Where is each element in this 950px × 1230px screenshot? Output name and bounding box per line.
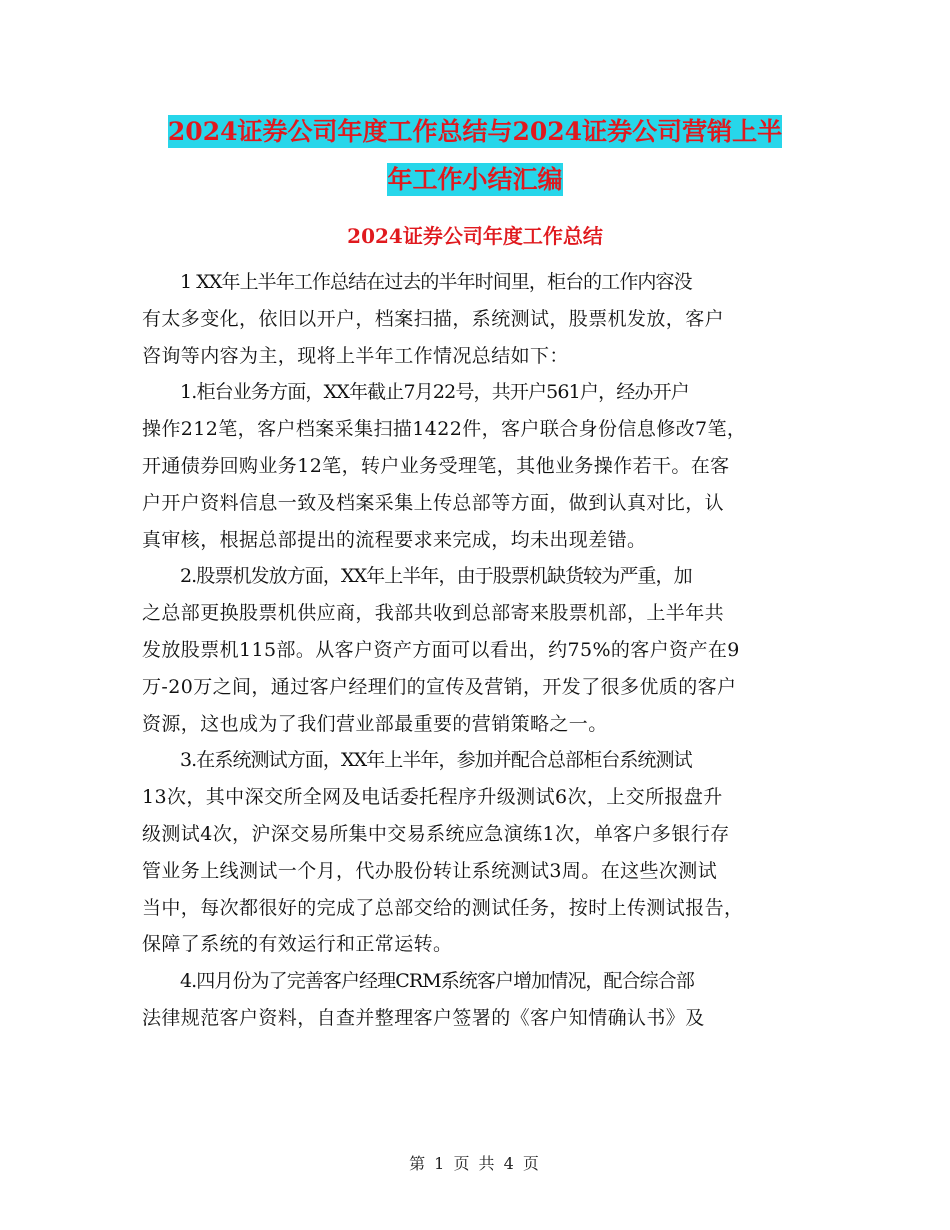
paragraph-stock-machine	[142, 558, 810, 742]
text-line: 3.在系统测试方面，XX年上半年，参加并配合总部柜台系统测试	[180, 749, 692, 772]
document-title	[0, 108, 950, 204]
document-body	[142, 264, 810, 1037]
text-line: 1 XX年上半年工作总结在过去的半年时间里，柜台的工作内容没	[180, 271, 692, 293]
section-heading: 2024证券公司年度工作总结	[347, 224, 603, 248]
text-line: 万-20万之间，通过客户经理们的宣传及营销，开发了很多优质的客户	[142, 675, 737, 698]
text-line: 保障了系统的有效运行和正常运转。	[142, 933, 453, 956]
text-line: 4.四月份为了完善客户经理CRM系统客户增加情况，配合综合部	[180, 970, 694, 993]
text-line: 操作212笔，客户档案采集扫描1422件，客户联合身份信息修改7笔，	[142, 418, 747, 441]
text-line: 户开户资料信息一致及档案采集上传总部等方面，做到认真对比，认	[142, 491, 725, 514]
text-line: 之总部更换股票机供应商，我部共收到总部寄来股票机部，上半年共	[142, 602, 725, 625]
document-title-line-2: 年工作小结汇编	[387, 165, 563, 194]
page-number-footer: 第 1 页 共 4 页	[409, 1154, 541, 1173]
text-line: 有太多变化，依旧以开户，档案扫描，系统测试，股票机发放，客户	[142, 307, 725, 330]
paragraph-intro	[142, 264, 810, 374]
text-line: 法律规范客户资料，自查并整理客户签署的《客户知情确认书》及	[142, 1006, 705, 1029]
text-line: 2.股票机发放方面，XX年上半年，由于股票机缺货较为严重，加	[180, 565, 692, 588]
text-line: 真审核，根据总部提出的流程要求来完成，均未出现差错。	[142, 528, 647, 551]
text-line: 当中，每次都很好的完成了总部交给的测试任务，按时上传测试报告，	[142, 896, 744, 919]
paragraph-counter-business	[142, 374, 810, 558]
document-title-line-1: 2024证券公司年度工作总结与2024证券公司营销上半	[167, 117, 783, 146]
text-line: 资源，这也成为了我们营业部最重要的营销策略之一。	[142, 712, 608, 735]
paragraph-crm	[142, 963, 810, 1037]
text-line: 13次，其中深交所全网及电话委托程序升级测试6次，上交所报盘升	[142, 786, 723, 809]
text-line: 咨询等内容为主，现将上半年工作情况总结如下：	[142, 344, 569, 367]
text-line: 级测试4次，沪深交易所集中交易系统应急演练1次，单客户多银行存	[142, 822, 730, 845]
text-line: 开通债券回购业务12笔，转户业务受理笔，其他业务操作若干。在客	[142, 454, 730, 477]
text-line: 管业务上线测试一个月，代办股份转让系统测试3周。在这些次测试	[142, 859, 718, 882]
paragraph-system-testing	[142, 742, 810, 963]
text-line: 1.柜台业务方面，XX年截止7月22号，共开户561户，经办开户	[180, 381, 689, 404]
text-line: 发放股票机115部。从客户资产方面可以看出，约75%的客户资产在9	[142, 638, 740, 661]
